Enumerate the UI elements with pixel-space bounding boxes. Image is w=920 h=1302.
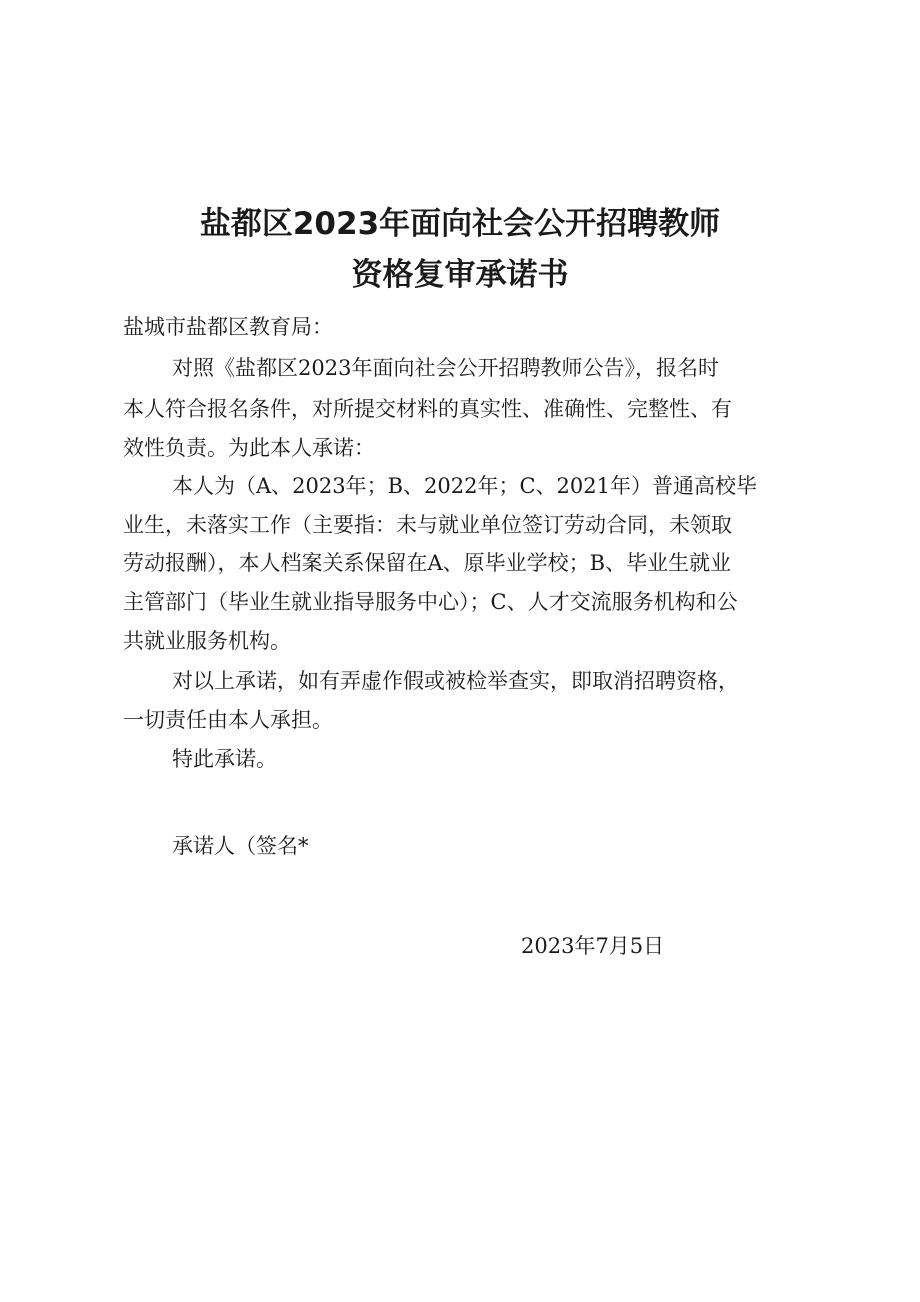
paragraph-2-line-3: 劳动报酬），本人档案关系保留在A、原毕业学校；B、毕业生就业 <box>123 551 732 575</box>
paragraph-2-line-5: 共就业服务机构。 <box>123 629 291 653</box>
paragraph-1-line-1: 对照《盐都区2023年面向社会公开招聘教师公告》，报名时 <box>172 356 719 380</box>
salutation: 盐城市盐都区教育局： <box>123 315 333 339</box>
paragraph-1-line-3: 效性负责。为此本人承诺： <box>123 436 375 460</box>
paragraph-3-line-1: 对以上承诺，如有弄虚作假或被检举查实，即取消招聘资格， <box>172 669 739 693</box>
signature-label: 承诺人（签名* <box>172 834 309 858</box>
document-title-line-1: 盐都区2023年面向社会公开招聘教师 <box>199 206 721 242</box>
document-date: 2023年7月5日 <box>521 934 665 958</box>
paragraph-2-line-1: 本人为（A、2023年；B、2022年；C、2021年）普通高校毕 <box>172 474 757 498</box>
paragraph-2-line-4: 主管部门（毕业生就业指导服务中心）；C、人才交流服务机构和公 <box>123 590 738 614</box>
paragraph-2-line-2: 业生，未落实工作（主要指：未与就业单位签订劳动合同，未领取 <box>123 513 732 537</box>
paragraph-1-line-2: 本人符合报名条件，对所提交材料的真实性、准确性、完整性、有 <box>123 397 732 421</box>
document-title-line-2: 资格复审承诺书 <box>351 257 569 293</box>
paragraph-4-line-1: 特此承诺。 <box>172 747 277 771</box>
paragraph-3-line-2: 一切责任由本人承担。 <box>123 708 333 732</box>
